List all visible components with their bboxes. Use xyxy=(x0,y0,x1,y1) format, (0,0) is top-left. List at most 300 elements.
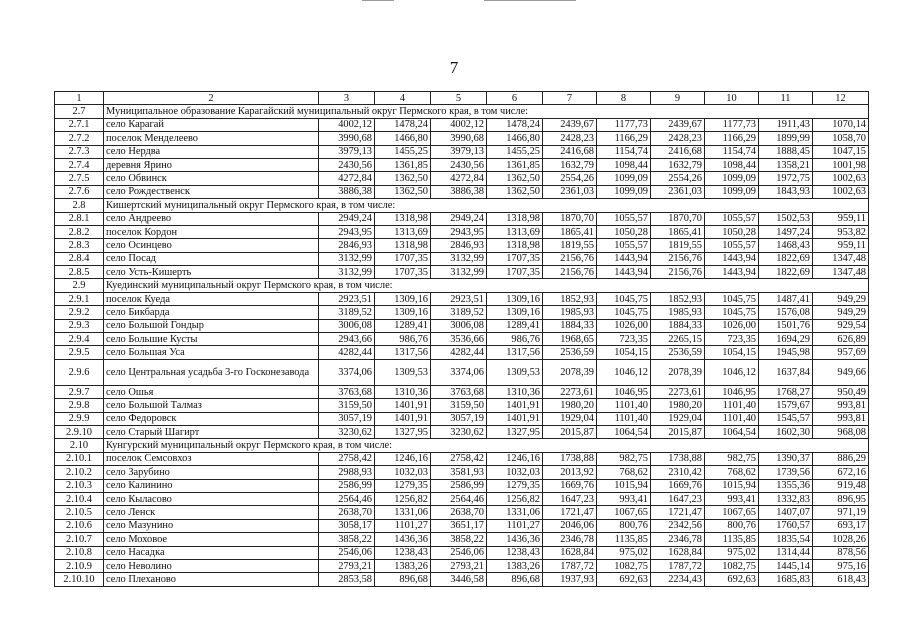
value-cell: 2078,39 xyxy=(543,359,597,385)
value-cell: 3189,52 xyxy=(319,306,375,319)
value-cell: 950,49 xyxy=(813,385,869,398)
row-code: 2.9.1 xyxy=(55,292,104,305)
value-cell: 993,81 xyxy=(813,412,869,425)
table-row xyxy=(55,212,869,225)
row-code: 2.7.3 xyxy=(55,145,104,158)
value-cell: 1632,79 xyxy=(543,158,597,171)
value-cell: 1070,14 xyxy=(813,118,869,131)
value-cell: 919,48 xyxy=(813,479,869,492)
value-cell: 1309,16 xyxy=(487,292,543,305)
value-cell: 1721,47 xyxy=(543,506,597,519)
value-cell: 1279,35 xyxy=(375,479,431,492)
value-cell: 957,69 xyxy=(813,346,869,359)
value-cell: 1318,98 xyxy=(487,239,543,252)
section-title: Кишертский муниципальный округ Пермского края, в том числе: xyxy=(104,199,869,212)
settlement-name: село Кыласово xyxy=(104,492,319,505)
value-cell: 1407,07 xyxy=(759,506,813,519)
value-cell: 1317,56 xyxy=(487,346,543,359)
value-cell: 1401,91 xyxy=(375,399,431,412)
value-cell: 1055,57 xyxy=(705,212,759,225)
row-code: 2.8.5 xyxy=(55,266,104,279)
value-cell: 1466,80 xyxy=(375,132,431,145)
value-cell: 1099,09 xyxy=(705,172,759,185)
value-cell: 1361,85 xyxy=(375,158,431,171)
value-cell: 1628,84 xyxy=(651,546,705,559)
value-cell: 800,76 xyxy=(597,519,651,532)
value-cell: 1383,26 xyxy=(375,559,431,572)
table-row xyxy=(55,573,869,586)
value-cell: 2428,23 xyxy=(543,132,597,145)
value-cell: 3159,50 xyxy=(319,399,375,412)
settlement-name: село Рождественск xyxy=(104,185,319,198)
value-cell: 1177,73 xyxy=(705,118,759,131)
settlement-name: село Насадка xyxy=(104,546,319,559)
value-cell: 1707,35 xyxy=(375,252,431,265)
value-cell: 1309,53 xyxy=(487,359,543,385)
value-cell: 1865,41 xyxy=(543,225,597,238)
value-cell: 1443,94 xyxy=(597,252,651,265)
value-cell: 692,63 xyxy=(705,573,759,586)
table-row xyxy=(55,266,869,279)
value-cell: 1707,35 xyxy=(375,266,431,279)
settlement-name: село Моховое xyxy=(104,533,319,546)
column-header: 3 xyxy=(319,92,375,105)
value-cell: 1899,99 xyxy=(759,132,813,145)
value-cell: 1884,33 xyxy=(543,319,597,332)
settlement-name: село Ленск xyxy=(104,506,319,519)
value-cell: 1362,50 xyxy=(487,185,543,198)
value-cell: 949,29 xyxy=(813,292,869,305)
value-cell: 1937,93 xyxy=(543,573,597,586)
value-cell: 2546,06 xyxy=(431,546,487,559)
table-row xyxy=(55,425,869,438)
settlement-name: село Большая Уса xyxy=(104,346,319,359)
value-cell: 1332,83 xyxy=(759,492,813,505)
settlement-name: село Бикбарда xyxy=(104,306,319,319)
value-cell: 4272,84 xyxy=(319,172,375,185)
value-cell: 2361,03 xyxy=(651,185,705,198)
value-cell: 1177,73 xyxy=(597,118,651,131)
value-cell: 1685,83 xyxy=(759,573,813,586)
value-cell: 2758,42 xyxy=(319,452,375,465)
column-header: 10 xyxy=(705,92,759,105)
value-cell: 1064,54 xyxy=(597,425,651,438)
value-cell: 2949,24 xyxy=(431,212,487,225)
section-code: 2.9 xyxy=(55,279,104,292)
value-cell: 1166,29 xyxy=(705,132,759,145)
table-row xyxy=(55,399,869,412)
value-cell: 2430,56 xyxy=(431,158,487,171)
row-code: 2.9.7 xyxy=(55,385,104,398)
table-row xyxy=(55,252,869,265)
table-row xyxy=(55,412,869,425)
value-cell: 2156,76 xyxy=(651,266,705,279)
table-row xyxy=(55,118,869,131)
value-cell: 800,76 xyxy=(705,519,759,532)
tariff-table xyxy=(54,91,869,587)
value-cell: 1309,16 xyxy=(487,306,543,319)
value-cell: 1443,94 xyxy=(705,252,759,265)
value-cell: 971,19 xyxy=(813,506,869,519)
table-row xyxy=(55,359,869,385)
value-cell: 2310,42 xyxy=(651,466,705,479)
value-cell: 1945,98 xyxy=(759,346,813,359)
settlement-name: деревня Ярино xyxy=(104,158,319,171)
value-cell: 1166,29 xyxy=(597,132,651,145)
column-header: 5 xyxy=(431,92,487,105)
row-code: 2.7.5 xyxy=(55,172,104,185)
value-cell: 1314,44 xyxy=(759,546,813,559)
value-cell: 1870,70 xyxy=(651,212,705,225)
row-code: 2.9.4 xyxy=(55,333,104,346)
value-cell: 1835,54 xyxy=(759,533,813,546)
value-cell: 3189,52 xyxy=(431,306,487,319)
settlement-name: поселок Менделеево xyxy=(104,132,319,145)
value-cell: 3374,06 xyxy=(431,359,487,385)
settlement-name: село Мазунино xyxy=(104,519,319,532)
row-code: 2.8.1 xyxy=(55,212,104,225)
value-cell: 1361,85 xyxy=(487,158,543,171)
value-cell: 1026,00 xyxy=(705,319,759,332)
table-row xyxy=(55,533,869,546)
value-cell: 1098,44 xyxy=(597,158,651,171)
value-cell: 1055,57 xyxy=(597,212,651,225)
value-cell: 1309,53 xyxy=(375,359,431,385)
value-cell: 3651,17 xyxy=(431,519,487,532)
value-cell: 1972,75 xyxy=(759,172,813,185)
value-cell: 1032,03 xyxy=(487,466,543,479)
value-cell: 1721,47 xyxy=(651,506,705,519)
value-cell: 2536,59 xyxy=(651,346,705,359)
settlement-name: село Неволино xyxy=(104,559,319,572)
column-number-row xyxy=(55,92,869,105)
section-title: Кунгурский муниципальный округ Пермского края, в том числе: xyxy=(104,439,869,452)
table-row xyxy=(55,225,869,238)
value-cell: 993,81 xyxy=(813,399,869,412)
value-cell: 959,11 xyxy=(813,239,869,252)
column-header: 2 xyxy=(104,92,319,105)
value-cell: 2988,93 xyxy=(319,466,375,479)
value-cell: 1707,35 xyxy=(487,266,543,279)
value-cell: 1401,91 xyxy=(487,399,543,412)
row-code: 2.8.3 xyxy=(55,239,104,252)
value-cell: 1436,36 xyxy=(487,533,543,546)
row-code: 2.9.5 xyxy=(55,346,104,359)
table-row xyxy=(55,185,869,198)
value-cell: 1707,35 xyxy=(487,252,543,265)
row-code: 2.7.2 xyxy=(55,132,104,145)
row-code: 2.9.9 xyxy=(55,412,104,425)
value-cell: 4002,12 xyxy=(431,118,487,131)
value-cell: 693,17 xyxy=(813,519,869,532)
value-cell: 896,95 xyxy=(813,492,869,505)
value-cell: 1015,94 xyxy=(705,479,759,492)
value-cell: 1047,15 xyxy=(813,145,869,158)
value-cell: 1067,65 xyxy=(597,506,651,519)
table-row xyxy=(55,506,869,519)
value-cell: 2793,21 xyxy=(431,559,487,572)
value-cell: 953,82 xyxy=(813,225,869,238)
value-cell: 3446,58 xyxy=(431,573,487,586)
row-code: 2.10.3 xyxy=(55,479,104,492)
value-cell: 1768,27 xyxy=(759,385,813,398)
value-cell: 1694,29 xyxy=(759,333,813,346)
table-row xyxy=(55,559,869,572)
scan-top-rule-left xyxy=(362,0,394,1)
value-cell: 1318,98 xyxy=(375,239,431,252)
settlement-name: село Большой Талмаз xyxy=(104,399,319,412)
section-title: Куединский муниципальный округ Пермского края, в том числе: xyxy=(104,279,869,292)
value-cell: 2361,03 xyxy=(543,185,597,198)
value-cell: 929,54 xyxy=(813,319,869,332)
value-cell: 1443,94 xyxy=(705,266,759,279)
value-cell: 982,75 xyxy=(597,452,651,465)
value-cell: 1099,09 xyxy=(705,185,759,198)
value-cell: 3057,19 xyxy=(431,412,487,425)
value-cell: 1865,41 xyxy=(651,225,705,238)
column-header: 9 xyxy=(651,92,705,105)
value-cell: 1355,36 xyxy=(759,479,813,492)
column-header: 1 xyxy=(55,92,104,105)
value-cell: 1331,06 xyxy=(487,506,543,519)
value-cell: 1478,24 xyxy=(487,118,543,131)
row-code: 2.10.9 xyxy=(55,559,104,572)
value-cell: 2439,67 xyxy=(651,118,705,131)
table-row xyxy=(55,306,869,319)
value-cell: 3057,19 xyxy=(319,412,375,425)
value-cell: 2943,95 xyxy=(319,225,375,238)
value-cell: 1852,93 xyxy=(651,292,705,305)
value-cell: 768,62 xyxy=(597,466,651,479)
value-cell: 1101,40 xyxy=(597,412,651,425)
value-cell: 959,11 xyxy=(813,212,869,225)
value-cell: 3979,13 xyxy=(431,145,487,158)
value-cell: 3763,68 xyxy=(319,385,375,398)
value-cell: 896,68 xyxy=(375,573,431,586)
value-cell: 3990,68 xyxy=(319,132,375,145)
settlement-name: село Обвинск xyxy=(104,172,319,185)
value-cell: 4282,44 xyxy=(319,346,375,359)
settlement-name: село Осинцево xyxy=(104,239,319,252)
column-header: 7 xyxy=(543,92,597,105)
value-cell: 4002,12 xyxy=(319,118,375,131)
value-cell: 1154,74 xyxy=(597,145,651,158)
table-row xyxy=(55,385,869,398)
value-cell: 1101,40 xyxy=(705,399,759,412)
settlement-name: село Усть-Кишерть xyxy=(104,266,319,279)
value-cell: 3132,99 xyxy=(431,252,487,265)
settlement-name: село Карагай xyxy=(104,118,319,131)
settlement-name: село Федоровск xyxy=(104,412,319,425)
value-cell: 3886,38 xyxy=(431,185,487,198)
value-cell: 768,62 xyxy=(705,466,759,479)
value-cell: 1154,74 xyxy=(705,145,759,158)
value-cell: 1738,88 xyxy=(651,452,705,465)
value-cell: 3374,06 xyxy=(319,359,375,385)
value-cell: 2586,99 xyxy=(319,479,375,492)
value-cell: 1045,75 xyxy=(597,306,651,319)
table-row xyxy=(55,346,869,359)
value-cell: 1055,57 xyxy=(705,239,759,252)
table-row xyxy=(55,479,869,492)
table-row xyxy=(55,292,869,305)
value-cell: 2846,93 xyxy=(319,239,375,252)
section-code: 2.7 xyxy=(55,105,104,118)
row-code: 2.7.1 xyxy=(55,118,104,131)
value-cell: 3230,62 xyxy=(319,425,375,438)
value-cell: 1401,91 xyxy=(487,412,543,425)
value-cell: 2853,58 xyxy=(319,573,375,586)
value-cell: 3159,50 xyxy=(431,399,487,412)
row-code: 2.10.10 xyxy=(55,573,104,586)
section-title: Муниципальное образование Карагайский муниципальный округ Пермского края, в том числе: xyxy=(104,105,869,118)
table-body xyxy=(55,92,869,587)
value-cell: 1310,36 xyxy=(487,385,543,398)
value-cell: 896,68 xyxy=(487,573,543,586)
value-cell: 3581,93 xyxy=(431,466,487,479)
value-cell: 626,89 xyxy=(813,333,869,346)
row-code: 2.8.4 xyxy=(55,252,104,265)
value-cell: 672,16 xyxy=(813,466,869,479)
value-cell: 2430,56 xyxy=(319,158,375,171)
value-cell: 986,76 xyxy=(487,333,543,346)
row-code: 2.7.4 xyxy=(55,158,104,171)
row-code: 2.10.2 xyxy=(55,466,104,479)
value-cell: 1383,26 xyxy=(487,559,543,572)
value-cell: 1929,04 xyxy=(543,412,597,425)
value-cell: 1026,00 xyxy=(597,319,651,332)
value-cell: 1436,36 xyxy=(375,533,431,546)
value-cell: 993,41 xyxy=(705,492,759,505)
value-cell: 1045,75 xyxy=(705,306,759,319)
section-row xyxy=(55,105,869,118)
settlement-name: село Андреево xyxy=(104,212,319,225)
value-cell: 1001,98 xyxy=(813,158,869,171)
value-cell: 1050,28 xyxy=(597,225,651,238)
value-cell: 2234,43 xyxy=(651,573,705,586)
table-row xyxy=(55,145,869,158)
value-cell: 1002,63 xyxy=(813,172,869,185)
value-cell: 1980,20 xyxy=(651,399,705,412)
value-cell: 1501,76 xyxy=(759,319,813,332)
value-cell: 1064,54 xyxy=(705,425,759,438)
value-cell: 4282,44 xyxy=(431,346,487,359)
value-cell: 3230,62 xyxy=(431,425,487,438)
value-cell: 2554,26 xyxy=(651,172,705,185)
value-cell: 1362,50 xyxy=(487,172,543,185)
value-cell: 2428,23 xyxy=(651,132,705,145)
value-cell: 2416,68 xyxy=(543,145,597,158)
value-cell: 1738,88 xyxy=(543,452,597,465)
value-cell: 968,08 xyxy=(813,425,869,438)
value-cell: 2013,92 xyxy=(543,466,597,479)
value-cell: 1888,45 xyxy=(759,145,813,158)
value-cell: 2564,46 xyxy=(319,492,375,505)
value-cell: 2554,26 xyxy=(543,172,597,185)
value-cell: 3979,13 xyxy=(319,145,375,158)
value-cell: 2015,87 xyxy=(543,425,597,438)
row-code: 2.10.8 xyxy=(55,546,104,559)
table-row xyxy=(55,158,869,171)
scan-top-rule-right xyxy=(484,0,576,1)
value-cell: 1313,69 xyxy=(487,225,543,238)
value-cell: 3058,17 xyxy=(319,519,375,532)
value-cell: 1445,14 xyxy=(759,559,813,572)
settlement-name: село Посад xyxy=(104,252,319,265)
value-cell: 723,35 xyxy=(597,333,651,346)
row-code: 2.9.3 xyxy=(55,319,104,332)
value-cell: 692,63 xyxy=(597,573,651,586)
value-cell: 1787,72 xyxy=(543,559,597,572)
value-cell: 1032,03 xyxy=(375,466,431,479)
value-cell: 3886,38 xyxy=(319,185,375,198)
value-cell: 1487,41 xyxy=(759,292,813,305)
page-number: 7 xyxy=(449,58,459,77)
value-cell: 2156,76 xyxy=(543,252,597,265)
value-cell: 2758,42 xyxy=(431,452,487,465)
value-cell: 2273,61 xyxy=(651,385,705,398)
value-cell: 1046,12 xyxy=(705,359,759,385)
value-cell: 886,29 xyxy=(813,452,869,465)
value-cell: 1289,41 xyxy=(487,319,543,332)
value-cell: 878,56 xyxy=(813,546,869,559)
value-cell: 1968,65 xyxy=(543,333,597,346)
value-cell: 1327,95 xyxy=(375,425,431,438)
value-cell: 2846,93 xyxy=(431,239,487,252)
value-cell: 1054,15 xyxy=(597,346,651,359)
settlement-name: село Центральная усадьба 3-го Госконезавода xyxy=(104,359,319,385)
row-code: 2.10.4 xyxy=(55,492,104,505)
value-cell: 1455,25 xyxy=(375,145,431,158)
value-cell: 1002,63 xyxy=(813,185,869,198)
value-cell: 1468,43 xyxy=(759,239,813,252)
value-cell: 1045,75 xyxy=(705,292,759,305)
table-row xyxy=(55,319,869,332)
value-cell: 975,02 xyxy=(705,546,759,559)
value-cell: 2923,51 xyxy=(319,292,375,305)
value-cell: 1101,27 xyxy=(375,519,431,532)
value-cell: 2346,78 xyxy=(651,533,705,546)
value-cell: 1466,80 xyxy=(487,132,543,145)
value-cell: 1238,43 xyxy=(487,546,543,559)
value-cell: 1843,93 xyxy=(759,185,813,198)
column-header: 8 xyxy=(597,92,651,105)
value-cell: 2015,87 xyxy=(651,425,705,438)
value-cell: 1647,23 xyxy=(543,492,597,505)
value-cell: 1082,75 xyxy=(597,559,651,572)
value-cell: 1238,43 xyxy=(375,546,431,559)
value-cell: 723,35 xyxy=(705,333,759,346)
table-row xyxy=(55,546,869,559)
settlement-name: село Плеханово xyxy=(104,573,319,586)
value-cell: 1318,98 xyxy=(487,212,543,225)
value-cell: 1327,95 xyxy=(487,425,543,438)
value-cell: 1478,24 xyxy=(375,118,431,131)
value-cell: 949,66 xyxy=(813,359,869,385)
value-cell: 993,41 xyxy=(597,492,651,505)
value-cell: 1819,55 xyxy=(543,239,597,252)
value-cell: 1055,57 xyxy=(597,239,651,252)
value-cell: 3858,22 xyxy=(319,533,375,546)
value-cell: 2546,06 xyxy=(319,546,375,559)
row-code: 2.10.6 xyxy=(55,519,104,532)
value-cell: 2793,21 xyxy=(319,559,375,572)
value-cell: 2638,70 xyxy=(319,506,375,519)
value-cell: 2439,67 xyxy=(543,118,597,131)
settlement-name: село Калинино xyxy=(104,479,319,492)
value-cell: 1289,41 xyxy=(375,319,431,332)
settlement-name: поселок Кордон xyxy=(104,225,319,238)
